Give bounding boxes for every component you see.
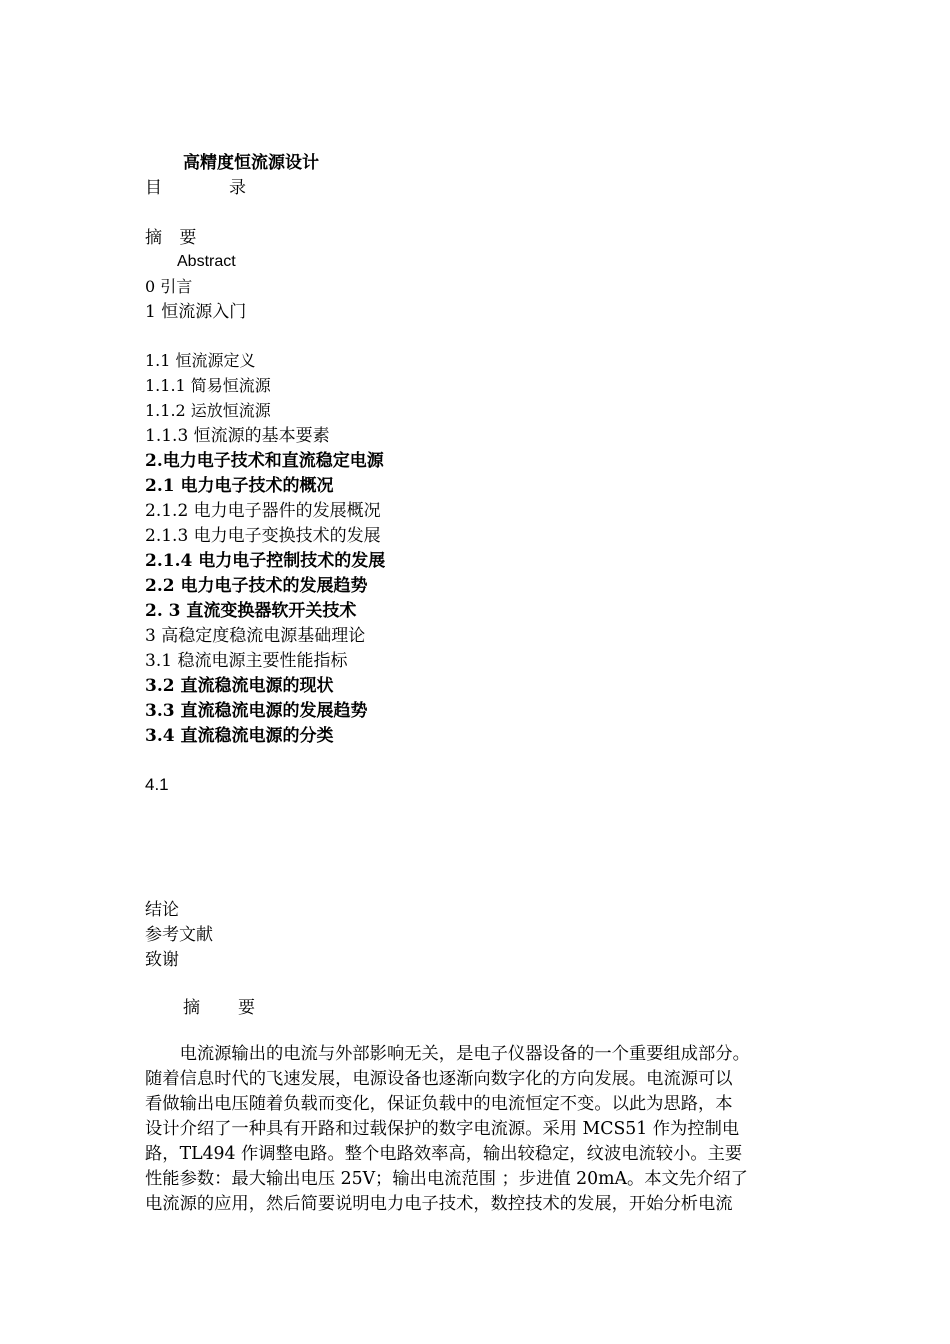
toc-item[interactable]: 3.4 直流稳流电源的分类 xyxy=(145,726,334,746)
toc-item[interactable]: 3.1 稳流电源主要性能指标 xyxy=(145,651,348,671)
abstract-line: 路，TL494 作调整电路。整个电路效率高，输出较稳定，纹波电流较小。主要 xyxy=(145,1144,743,1164)
toc-item-references[interactable]: 参考文献 xyxy=(145,925,213,945)
abstract-paragraph xyxy=(145,1042,815,1217)
toc-item[interactable]: 2.1.3 电力电子变换技术的发展 xyxy=(145,526,381,546)
abstract-heading-right: 要 xyxy=(238,998,255,1018)
abstract-line: 看做输出电压随着负载而变化，保证负载中的电流恒定不变。以此为思路，本 xyxy=(145,1094,733,1114)
toc-item[interactable]: 1.1.2 运放恒流源 xyxy=(145,401,271,420)
abstract-line: 性能参数：最大输出电压 25V；输出电流范围 ；步进值 20mA。本文先介绍了 xyxy=(145,1169,748,1189)
toc-item[interactable]: 2.2 电力电子技术的发展趋势 xyxy=(145,576,368,596)
toc-item[interactable]: 3.2 直流稳流电源的现状 xyxy=(145,676,334,696)
toc-heading-left: 目 xyxy=(145,178,162,198)
toc-item[interactable]: 2.1 电力电子技术的概况 xyxy=(145,476,334,496)
toc-item-conclusion[interactable]: 结论 xyxy=(145,900,179,920)
toc-item[interactable]: 1.1.1 简易恒流源 xyxy=(145,376,271,395)
toc-item[interactable]: 1 恒流源入门 xyxy=(145,302,247,322)
toc-heading-right: 录 xyxy=(229,178,246,198)
toc-item[interactable]: 3.3 直流稳流电源的发展趋势 xyxy=(145,701,368,721)
toc-item-abstract-en[interactable]: Abstract xyxy=(177,253,236,270)
toc-item[interactable]: 4.1 xyxy=(145,775,169,794)
toc-item-acknowledgement[interactable]: 致谢 xyxy=(145,950,179,970)
abstract-line: 设计介绍了一种具有开路和过载保护的数字电流源。采用 MCS51 作为控制电 xyxy=(145,1119,740,1139)
toc-item-abstract-cn[interactable]: 摘 要 xyxy=(145,228,203,248)
toc-heading xyxy=(145,176,246,200)
toc-item[interactable]: 2.1.2 电力电子器件的发展概况 xyxy=(145,501,381,521)
toc-item[interactable]: 1.1 恒流源定义 xyxy=(145,351,256,370)
toc-item[interactable]: 0 引言 xyxy=(145,277,193,296)
toc-item[interactable]: 2.电力电子技术和直流稳定电源 xyxy=(145,451,384,471)
abstract-heading xyxy=(183,996,255,1020)
toc-item[interactable]: 3 高稳定度稳流电源基础理论 xyxy=(145,626,366,646)
toc-item[interactable]: 2.1.4 电力电子控制技术的发展 xyxy=(145,551,386,571)
abstract-line: 电流源输出的电流与外部影响无关，是电子仪器设备的一个重要组成部分。 xyxy=(145,1044,750,1064)
abstract-line: 随着信息时代的飞速发展，电源设备也逐渐向数字化的方向发展。电流源可以 xyxy=(145,1069,733,1089)
abstract-heading-left: 摘 xyxy=(183,998,200,1018)
toc-item[interactable]: 1.1.3 恒流源的基本要素 xyxy=(145,426,330,446)
abstract-line: 电流源的应用，然后简要说明电力电子技术，数控技术的发展，开始分析电流 xyxy=(145,1194,733,1214)
document-title: 高精度恒流源设计 xyxy=(183,153,319,173)
toc-item[interactable]: 2. 3 直流变换器软开关技术 xyxy=(145,601,357,621)
